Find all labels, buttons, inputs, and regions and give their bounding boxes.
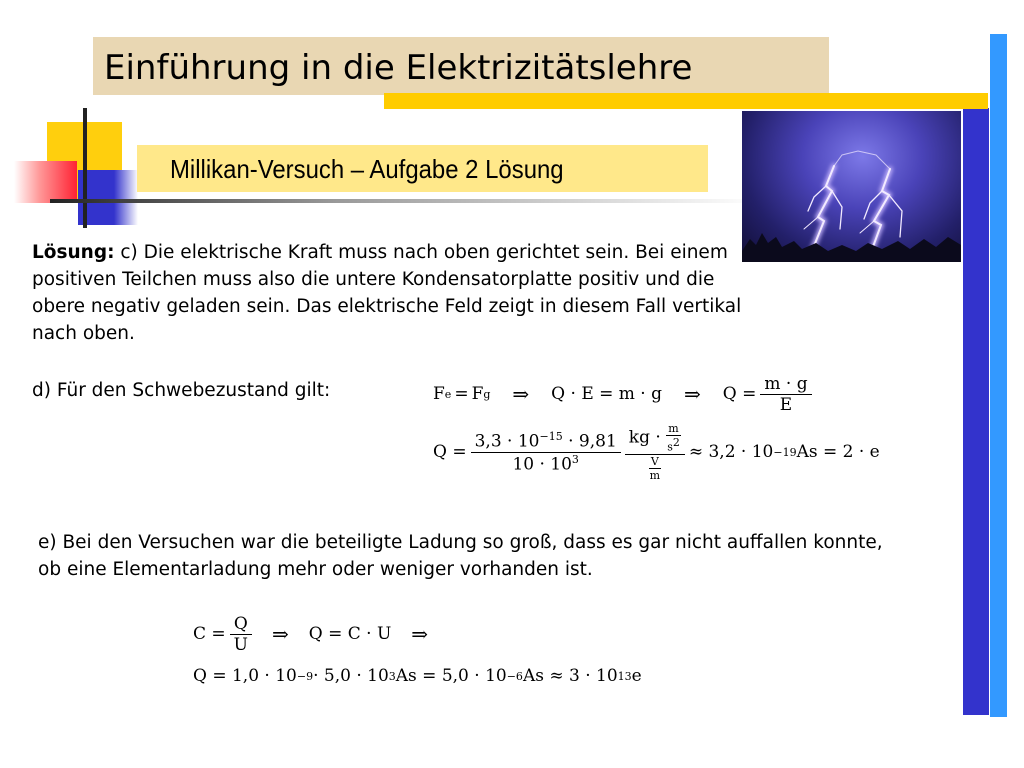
formula-d-unit-vm: m — [649, 468, 661, 482]
solution-c-text: c) Die elektrische Kraft muss nach oben gerichtet sein. Bei einem positiven Teilchen muss also die untere Kondensatorplatte positiv und die obere negativ geladen sein. Das elektrische Feld zeigt in diesem Fall vertikal nach oben. — [32, 242, 742, 344]
right-accent-bar-light — [990, 34, 1007, 717]
formula-d-q-eq: Q = — [722, 384, 757, 404]
formula-e-u-den: U — [233, 634, 248, 655]
formula-d-approx: ≈ 3,2 · 10 — [688, 442, 774, 462]
deco-horizontal-line — [50, 199, 760, 203]
formula-d-mg: m · g — [760, 374, 811, 395]
formula-d-fe-sub: e — [444, 387, 452, 401]
formula-d-unit-s: s — [667, 440, 673, 454]
formula-d-e-den: E — [779, 394, 793, 415]
formula-d-equals: = — [454, 384, 469, 404]
formula-d-den-val: 10 · 10 — [512, 454, 572, 475]
deco-vertical-line — [83, 108, 87, 228]
formula-d-fg-sub: g — [483, 387, 491, 401]
formula-e-arrow-1: ⇒ — [271, 622, 289, 646]
formula-d-qe: Q · E = m · g — [551, 384, 662, 404]
formula-d-num-exp: −15 — [539, 429, 563, 443]
formula-d-num-mult: · 9,81 — [562, 431, 617, 452]
formula-d-arrow-2: ⇒ — [684, 382, 701, 406]
formula-e-line2-b: · 5,0 · 10 — [313, 666, 389, 686]
formula-d-value-fraction — [471, 430, 621, 474]
solution-paragraph-d: d) Für den Schwebezustand gilt: — [32, 380, 331, 401]
formula-e-line2-a: Q = 1,0 · 10 — [193, 666, 297, 686]
formula-d-fg: F — [471, 384, 484, 404]
formula-d-q2-eq: Q = — [433, 442, 467, 462]
slide-title: Einführung in die Elektrizitätslehre — [104, 48, 693, 88]
slide-subtitle: Millikan-Versuch – Aufgabe 2 Lösung — [170, 154, 564, 184]
formula-d-unit-v: V — [649, 455, 661, 469]
formula-d-unit-fraction — [625, 422, 685, 482]
formula-e-q-num: Q — [230, 614, 252, 635]
formula-e-c-eq: C = — [193, 624, 226, 644]
formula-e-fraction — [230, 614, 252, 655]
right-accent-bar — [963, 108, 989, 715]
formula-e-line2 — [193, 662, 642, 690]
formula-e-line2-b-exp: 3 — [388, 669, 396, 683]
formula-e-line2-a-exp: −9 — [296, 669, 314, 683]
formula-d-den-exp: 3 — [571, 452, 579, 466]
lightning-image — [742, 111, 961, 262]
formula-d-line1 — [433, 369, 812, 419]
formula-d-result: As = 2 · e — [796, 442, 880, 462]
formula-d-unit-num: kg · — [628, 427, 667, 448]
formula-d-arrow-1: ⇒ — [512, 382, 530, 406]
solution-paragraph-c — [32, 239, 752, 347]
formula-e-line2-d-exp: 13 — [617, 669, 632, 683]
title-underline — [384, 93, 988, 109]
formula-e-line2-e: e — [631, 666, 642, 686]
formula-e-line2-c: As = 5,0 · 10 — [395, 666, 507, 686]
formula-e-image — [189, 610, 642, 692]
formula-d-unit-s-exp: 2 — [672, 436, 680, 450]
formula-e-q-cu: Q = C · U — [308, 624, 392, 644]
formula-e-arrow-2: ⇒ — [411, 622, 429, 646]
formula-d-line2 — [433, 423, 880, 481]
formula-e-line1 — [193, 610, 448, 658]
formula-d-fraction — [760, 374, 811, 415]
deco-red-square — [14, 161, 77, 203]
solution-label: Lösung: — [32, 242, 115, 263]
formula-d-image — [429, 369, 880, 483]
deco-blue-square — [78, 170, 138, 225]
solution-paragraph-e: e) Bei den Versuchen war die beteiligte Ladung so groß, dass es gar nicht auffallen konnte, ob eine Elementarladung mehr oder weniger vorhanden ist. — [38, 532, 883, 580]
formula-d-fe: F — [433, 384, 445, 404]
formula-e-line2-c-exp: −6 — [506, 669, 523, 683]
formula-d-num-val: 3,3 · 10 — [474, 431, 540, 452]
formula-d-unit-m: m — [666, 422, 681, 436]
lightning-bolts-icon — [742, 111, 961, 262]
formula-d-approx-exp: −19 — [773, 445, 797, 459]
formula-e-line2-d: As ≈ 3 · 10 — [522, 666, 618, 686]
